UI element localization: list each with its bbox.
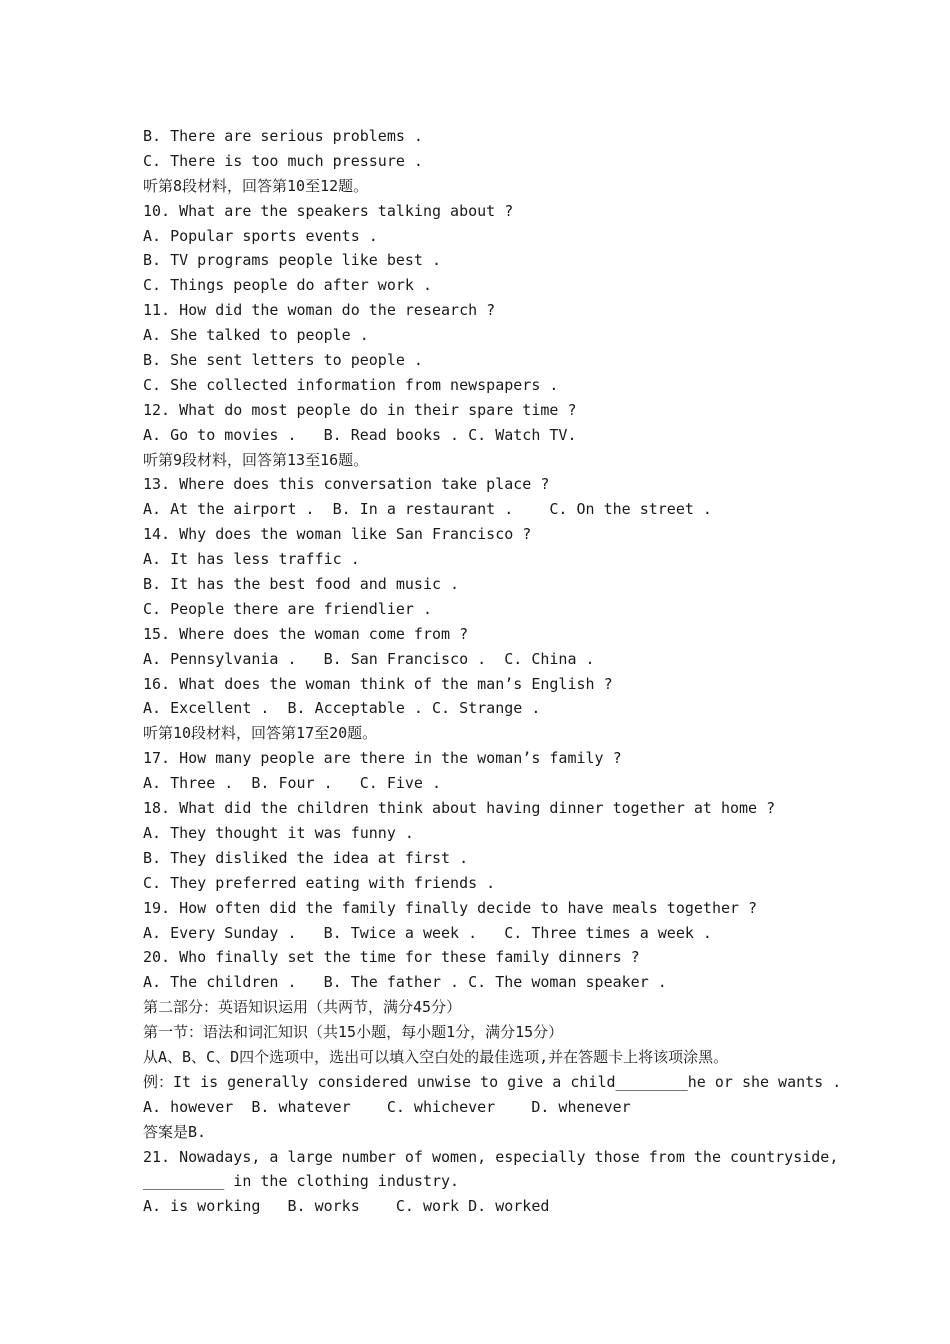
- text-line: C. There is too much pressure .: [143, 151, 423, 170]
- option-line: A. however B. whatever C. whichever D. whenever: [143, 1097, 631, 1116]
- option-line: A. Every Sunday . B. Twice a week . C. Three times a week .: [143, 923, 712, 942]
- option-line: C. Things people do after work .: [143, 276, 432, 295]
- text-line: B. There are serious problems .: [143, 127, 423, 145]
- question-12: 12. What do most people do in their spare time ?: [143, 400, 577, 419]
- question-14: 14. Why does the woman like San Francisco ?: [143, 525, 532, 544]
- option-line: A. Three . B. Four . C. Five .: [143, 774, 442, 793]
- example-question: 例：It is generally considered unwise to give a child________he or she wants .: [143, 1072, 842, 1091]
- option-line: A. Popular sports events .: [143, 226, 378, 245]
- section-heading: 第一节：语法和词汇知识（共15小题，每小题1分，满分15分）: [143, 1023, 564, 1042]
- question-21: 21. Nowadays, a large number of women, especially those from the countryside,: [143, 1147, 839, 1166]
- section-instruction: 听第8段材料，回答第10至12题。: [143, 176, 369, 195]
- question-15: 15. Where does the woman come from ?: [143, 624, 469, 643]
- option-line: A. Go to movies . B. Read books . C. Watch TV.: [143, 425, 577, 444]
- question-11: 11. How did the woman do the research ?: [143, 301, 496, 320]
- question-10: 10. What are the speakers talking about ?: [143, 201, 514, 220]
- part-heading: 第二部分：英语知识运用（共两节，满分45分）: [143, 998, 462, 1017]
- option-line: A. She talked to people .: [143, 326, 369, 345]
- option-line: C. People there are friendlier .: [143, 599, 432, 618]
- option-line: A. They thought it was funny .: [143, 823, 414, 842]
- question-21-continued: _________ in the clothing industry.: [143, 1172, 460, 1191]
- exam-content: [143, 124, 842, 1219]
- question-18: 18. What did the children think about having dinner together at home ?: [143, 799, 776, 818]
- option-line: C. They preferred eating with friends .: [143, 873, 496, 892]
- option-line: A. Pennsylvania . B. San Francisco . C. China .: [143, 649, 595, 668]
- option-line: B. They disliked the idea at first .: [143, 848, 469, 867]
- section-instruction: 从A、B、C、D四个选项中，选出可以填入空白处的最佳选项,并在答题卡上将该项涂黑。: [143, 1047, 729, 1066]
- question-16: 16. What does the woman think of the man’s English ?: [143, 674, 613, 693]
- example-answer: 答案是B.: [143, 1122, 207, 1141]
- question-20: 20. Who finally set the time for these family dinners ?: [143, 948, 640, 967]
- option-line: B. It has the best food and music .: [143, 575, 460, 594]
- question-17: 17. How many people are there in the woman’s family ?: [143, 749, 622, 768]
- section-instruction: 听第10段材料，回答第17至20题。: [143, 724, 378, 743]
- option-line: A. Excellent . B. Acceptable . C. Strange .: [143, 699, 541, 718]
- option-line: C. She collected information from newspapers .: [143, 375, 559, 394]
- option-line: B. TV programs people like best .: [143, 251, 442, 270]
- option-line: A. The children . B. The father . C. The woman speaker .: [143, 973, 667, 992]
- option-line: B. She sent letters to people .: [143, 351, 423, 370]
- question-19: 19. How often did the family finally decide to have meals together ?: [143, 898, 758, 917]
- question-13: 13. Where does this conversation take place ?: [143, 475, 550, 494]
- option-line: A. It has less traffic .: [143, 550, 360, 569]
- option-line: A. is working B. works C. work D. worked: [143, 1197, 550, 1216]
- option-line: A. At the airport . B. In a restaurant . C. On the street .: [143, 500, 712, 519]
- section-instruction: 听第9段材料，回答第13至16题。: [143, 450, 369, 469]
